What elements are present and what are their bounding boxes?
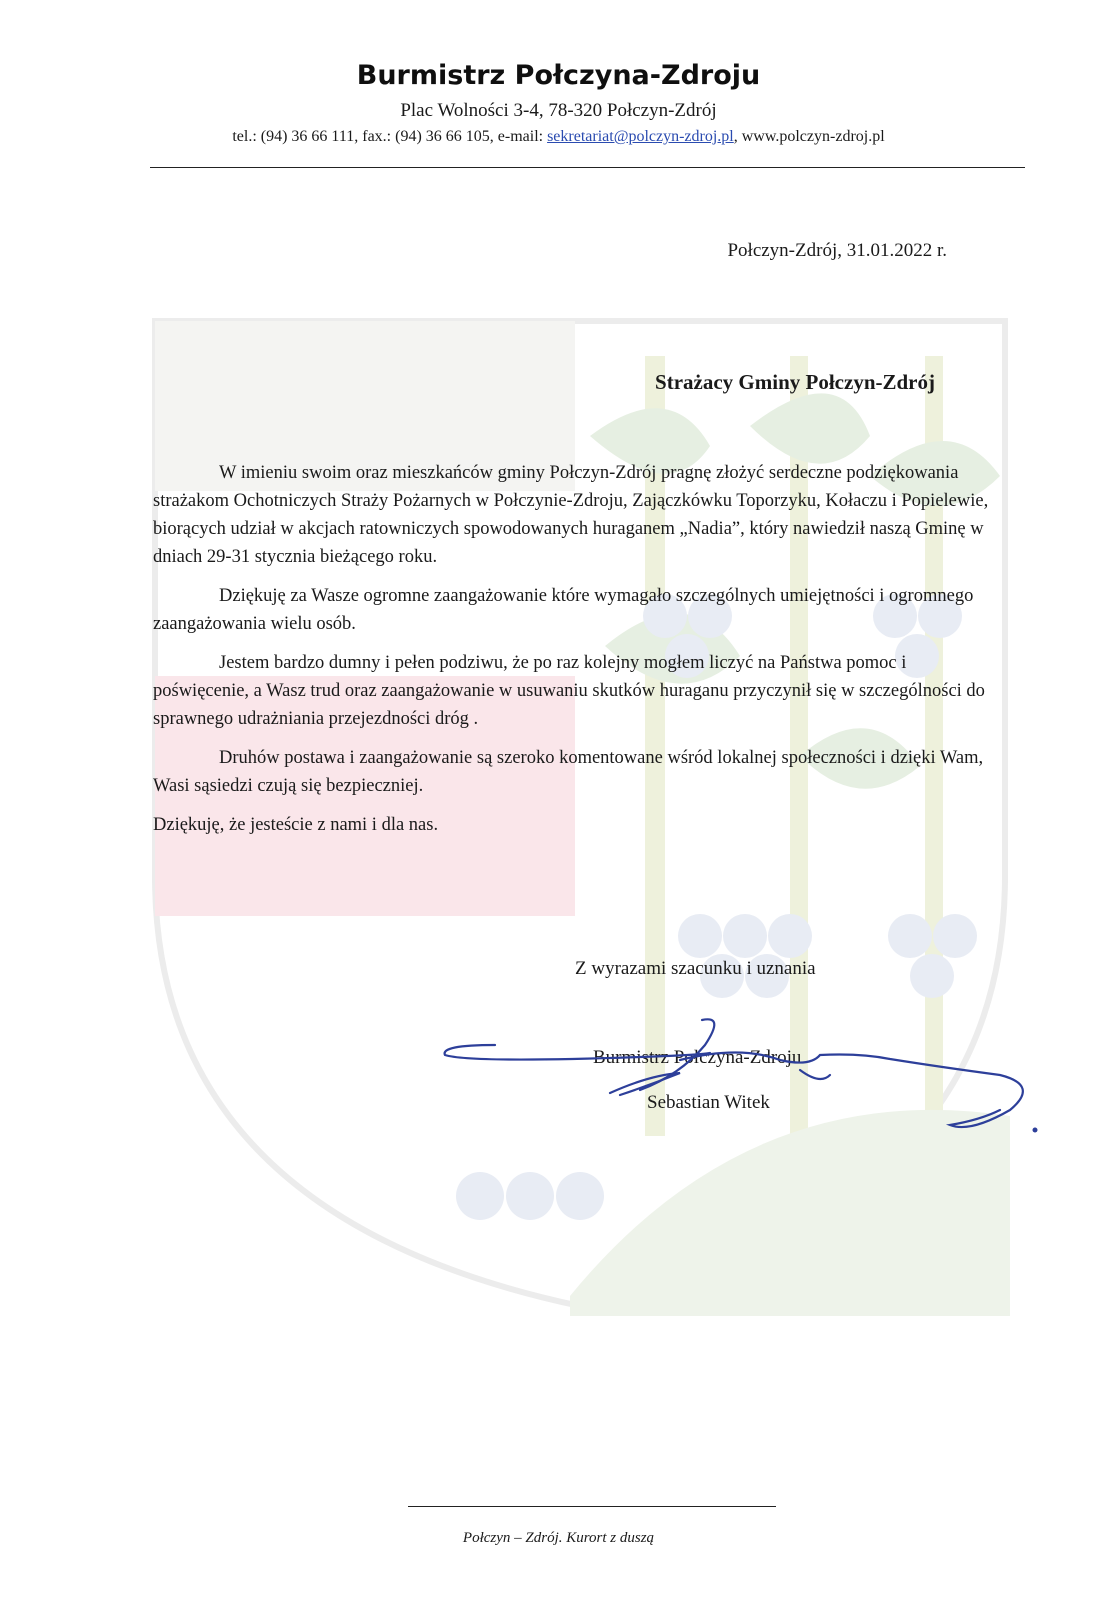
contact-phone-fax: tel.: (94) 36 66 111, fax.: (94) 36 66 105, e-mail: bbox=[232, 128, 548, 145]
header-contact bbox=[0, 128, 1117, 146]
handwritten-signature-icon bbox=[440, 1015, 1060, 1155]
email-link[interactable]: sekretariat@polczyn-zdroj.pl bbox=[547, 128, 734, 145]
body-paragraph: W imieniu swoim oraz mieszkańców gminy Połczyn-Zdrój pragnę złożyć serdeczne podziękowania strażakom Ochotniczych Straży Pożarnych w Połczynie-Zdroju, Zajączkówku Toporzyku, Kołaczu i Popielewie, biorących udział w akcjach ratowniczych spowodowanych huraganem „Nadia”, który nawiedził naszą Gminę w dniach 29-31 stycznia bieżącego roku. bbox=[153, 463, 989, 567]
signatory-name: Sebastian Witek bbox=[647, 1092, 770, 1113]
letter-closing: Z wyrazami szacunku i uznania bbox=[575, 958, 816, 979]
header-title: Burmistrz Połczyna-Zdroju bbox=[356, 60, 761, 91]
body-paragraph: Druhów postawa i zaangażowanie są szeroko komentowane wśród lokalnej społeczności i dzięki Wam, Wasi sąsiedzi czują się bezpieczniej. bbox=[153, 748, 984, 796]
letter-date: Połczyn-Zdrój, 31.01.2022 r. bbox=[727, 240, 947, 261]
signatory-title: Burmistrz Połczyna-Zdroju bbox=[593, 1047, 802, 1068]
body-paragraph: Dziękuję, że jesteście z nami i dla nas. bbox=[153, 815, 439, 835]
header-address: Plac Wolności 3-4, 78-320 Połczyn-Zdrój bbox=[400, 100, 717, 121]
body-paragraph: Jestem bardzo dumny i pełen podziwu, że po raz kolejny mogłem liczyć na Państwa pomoc i poświęcenie, a Wasz trud oraz zaangażowanie w usuwaniu skutków huraganu przyczynił się w szczególności do sprawnego udrażniania przejezdności dróg . bbox=[153, 653, 985, 729]
header-divider bbox=[150, 167, 1025, 168]
letter-recipient: Strażacy Gminy Połczyn-Zdrój bbox=[655, 370, 935, 394]
body-paragraph: Dziękuję za Wasze ogromne zaangażowanie które wymagało szczególnych umiejętności i ogromnego zaangażowania wielu osób. bbox=[153, 586, 974, 634]
contact-website: , www.polczyn-zdroj.pl bbox=[733, 128, 885, 145]
footer-slogan: Połczyn – Zdrój. Kurort z duszą bbox=[462, 1530, 655, 1546]
letter-body bbox=[153, 459, 993, 850]
footer-divider bbox=[408, 1506, 776, 1507]
